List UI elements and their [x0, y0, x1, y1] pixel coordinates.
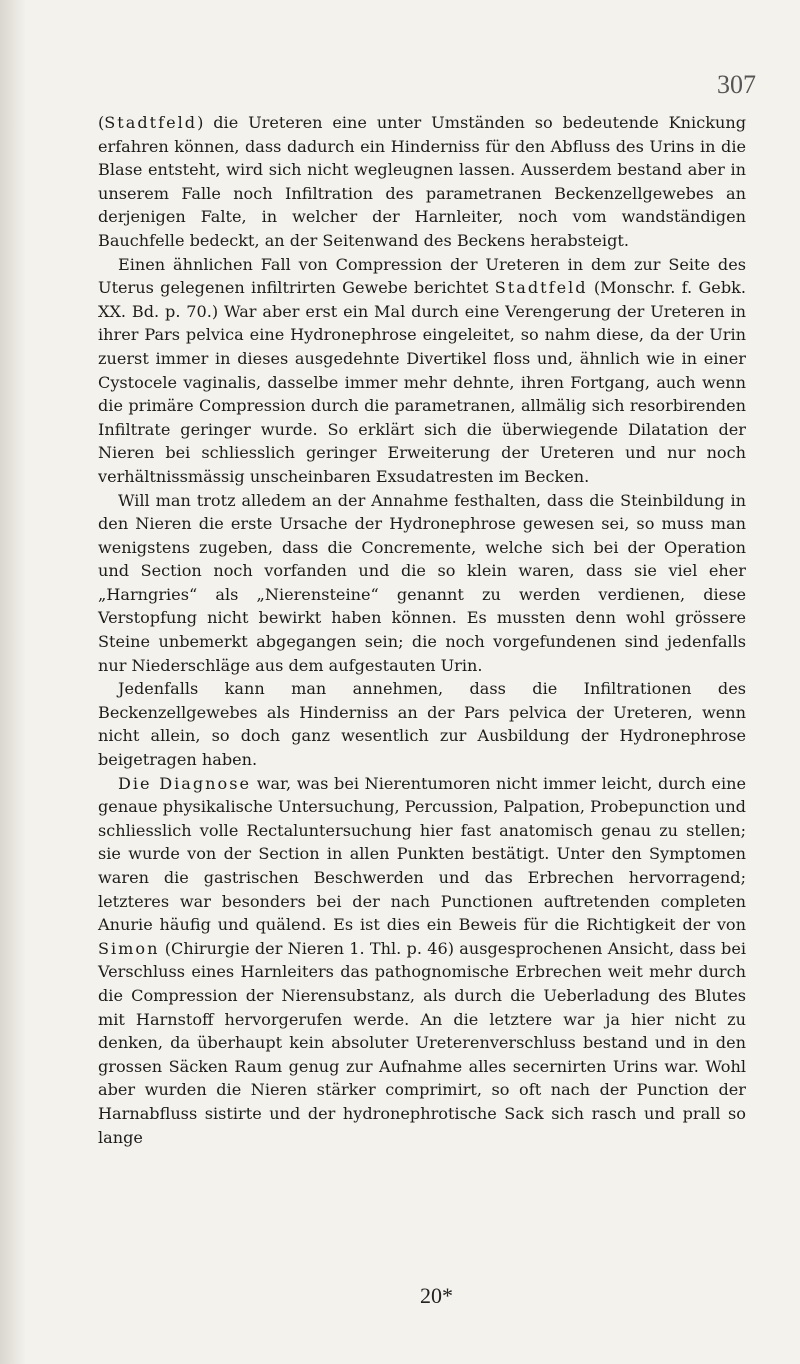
paragraph-1	[98, 111, 746, 253]
paragraph-2	[98, 253, 746, 489]
paragraph-5	[98, 772, 746, 1150]
body-text	[98, 111, 746, 1149]
paragraph-2-text-before: Einen ähnlichen Fall von Compression der Ureteren in dem zur Seite des Uterus gelegenen infiltrirten Gewebe berichtet	[98, 254, 746, 298]
paragraph-3-text: Will man trotz alledem an der Annahme festhalten, dass die Steinbildung in den Nieren die erste Ursache der Hydronephrose gewesen sei, so muss man wenigstens zugeben, dass die Concremente, welche sich bei der Operation und Section noch vorfanden und die so klein waren, dass sie viel eher „Harngries“ als „Nierensteine“ genannt zu werden verdienen, diese Verstopfung nicht bewirkt haben können. Es mussten denn wohl grössere Steine unbemerkt abgegangen sein; die noch vorgefundenen sind jedenfalls nur Niederschläge aus dem aufgestauten Urin.	[98, 490, 746, 675]
paragraph-1-text: ) die Ureteren eine unter Umständen so bedeutende Knickung erfahren können, dass dadurch ein Hinderniss für den Abfluss des Urins in die Blase entsteht, wird sich nicht wegleugnen lassen. Ausserdem bestand aber in unserem Falle noch Infiltration des parametranen Beckenzellgewebes an derjenigen Falte, in welcher der Harnleiter, noch vom wandständigen Bauchfelle bedeckt, an der Seitenwand des Beckens herabsteigt.	[98, 113, 746, 250]
author-name-stadtfeld-2: Stadtfeld	[494, 278, 588, 298]
paragraph-2-text-after: (Monschr. f. Gebk. XX. Bd. p. 70.) War aber erst ein Mal durch eine Verengerung der Ureteren in ihrer Pars pelvica eine Hydronephrose eingeleitet, so nahm diese, da der Urin zuerst immer in dieses ausgedehnte Divertikel floss und, ähnlich wie in einer Cystocele vaginalis, dasselbe immer mehr dehnte, ihren Fortgang, auch wenn die primäre Compression durch die parametranen, allmälig sich resorbirenden Infiltrate geringer wurde. So erklärt sich die überwiegende Dilatation der Nieren bei schliesslich geringer Erweiterung der Ureteren und nur noch verhältnissmässig unscheinbaren Exsudatresten im Becken.	[98, 278, 747, 486]
section-lead-diagnose: Die Diagnose	[118, 773, 252, 793]
page-edge-shadow	[0, 0, 26, 1364]
page-number: 307	[717, 70, 756, 99]
paragraph-4-text: Jedenfalls kann man annehmen, dass die Infiltrationen des Beckenzellgewebes als Hinderniss an der Pars pelvica der Ureteren, wenn nicht allein, so doch ganz wesentlich zur Ausbildung der Hydronephrose beigetragen haben.	[98, 679, 746, 770]
author-name-stadtfeld: Stadtfeld	[104, 113, 198, 132]
paragraph-3	[98, 489, 746, 678]
paren-open: (	[98, 113, 105, 132]
paragraph-5-text: war, was bei Nierentumoren nicht immer leicht, durch eine genaue physikalische Untersuchung, Percussion, Palpation, Probepunction und schliesslich volle Rectaluntersuchung hier fast anatomisch genau zu stellen; sie wurde von der Section in allen Punkten bestätigt. Unter den Symptomen waren die gastrischen Beschwerden und das Erbrechen hervorragend; letzteres war besonders bei der nach Punctionen auftretenden completen Anurie häufig und quälend. Es ist dies ein Beweis für die Richtigkeit der von	[98, 773, 746, 935]
paragraph-4	[98, 677, 746, 771]
paragraph-5-text-after: (Chirurgie der Nieren 1. Thl. p. 46) ausgesprochenen Ansicht, dass bei Verschluss eines Harnleiters das pathognomische Erbrechen weit mehr durch die Compression der Nierensubstanz, als durch die Ueberladung des Blutes mit Harnstoff hervorgerufen werde. An die letztere war ja hier nicht zu denken, da überhaupt kein absoluter Ureterenverschluss bestand und in den grossen Säcken Raum genug zur Aufnahme alles secernirten Urins war. Wohl aber wurden die Nieren stärker comprimirt, so oft nach der Punction der Harnabfluss sistirte und der hydronephrotische Sack sich rasch und prall so lange	[98, 938, 746, 1147]
author-name-simon: Simon	[98, 938, 160, 958]
signature-mark: 20*	[420, 1283, 453, 1308]
